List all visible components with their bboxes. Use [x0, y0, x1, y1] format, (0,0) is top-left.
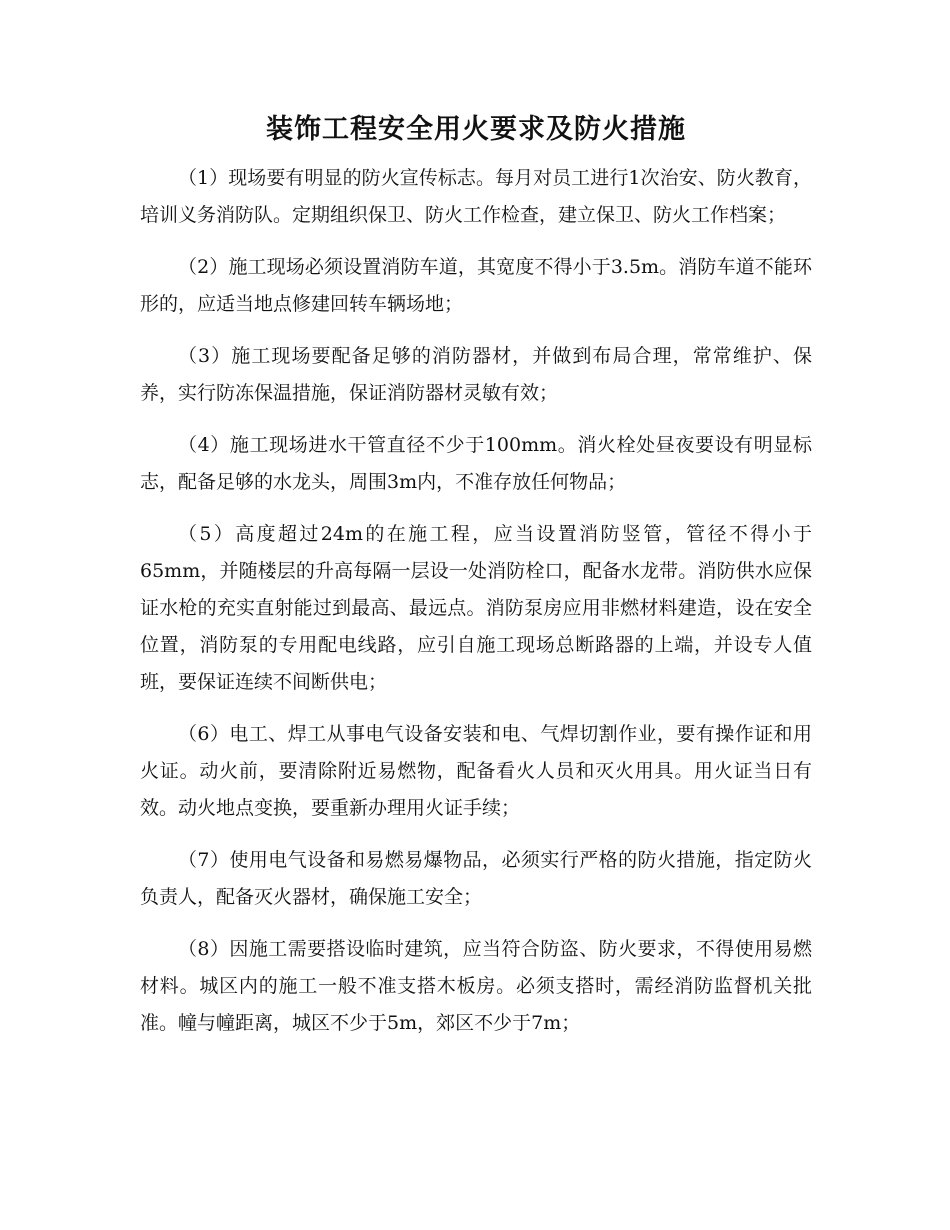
paragraph-7: （7）使用电气设备和易燃易爆物品，必须实行严格的防火措施，指定防火负责人，配备灭火器材，确保施工安全； — [140, 849, 812, 908]
paragraph-3: （3）施工现场要配备足够的消防器材，并做到布局合理，常常维护、保养，实行防冻保温措施，保证消防器材灵敏有效； — [140, 345, 812, 404]
paragraph-5: （5）高度超过24m的在施工程，应当设置消防竖管，管径不得小于65mm，并随楼层的升高每隔一层设一处消防栓口，配备水龙带。消防供水应保证水枪的充实直射能过到最高、最远点。消防泵房应用非燃材料建造，设在安全位置，消防泵的专用配电线路，应引自施工现场总断路器的上端，并设专人值班，要保证连续不间断供电； — [140, 523, 812, 693]
paragraph-6: （6）电工、焊工从事电气设备安装和电、气焊切割作业，要有操作证和用火证。动火前，要清除附近易燃物，配备看火人员和灭火用具。用火证当日有效。动火地点变换，要重新办理用火证手续； — [140, 723, 812, 819]
paragraph-1: （1）现场要有明显的防火宣传标志。每月对员工进行1次治安、防火教育，培训义务消防队。定期组织保卫、防火工作检查，建立保卫、防火工作档案； — [140, 167, 812, 226]
paragraph-4: （4）施工现场进水干管直径不少于100mm。消火栓处昼夜要设有明显标志，配备足够的水龙头，周围3m内，不准存放任何物品； — [140, 434, 812, 493]
paragraph-8: （8）因施工需要搭设临时建筑，应当符合防盗、防火要求，不得使用易燃材料。城区内的施工一般不准支搭木板房。必须支搭时，需经消防监督机关批准。幢与幢距离，城区不少于5m，郊区不少于7m； — [140, 938, 812, 1034]
document-title: 装饰工程安全用火要求及防火措施 — [266, 114, 686, 145]
paragraph-2: （2）施工现场必须设置消防车道，其宽度不得小于3.5m。消防车道不能环形的，应适当地点修建回转车辆场地； — [140, 256, 812, 315]
document-page — [140, 110, 812, 1057]
